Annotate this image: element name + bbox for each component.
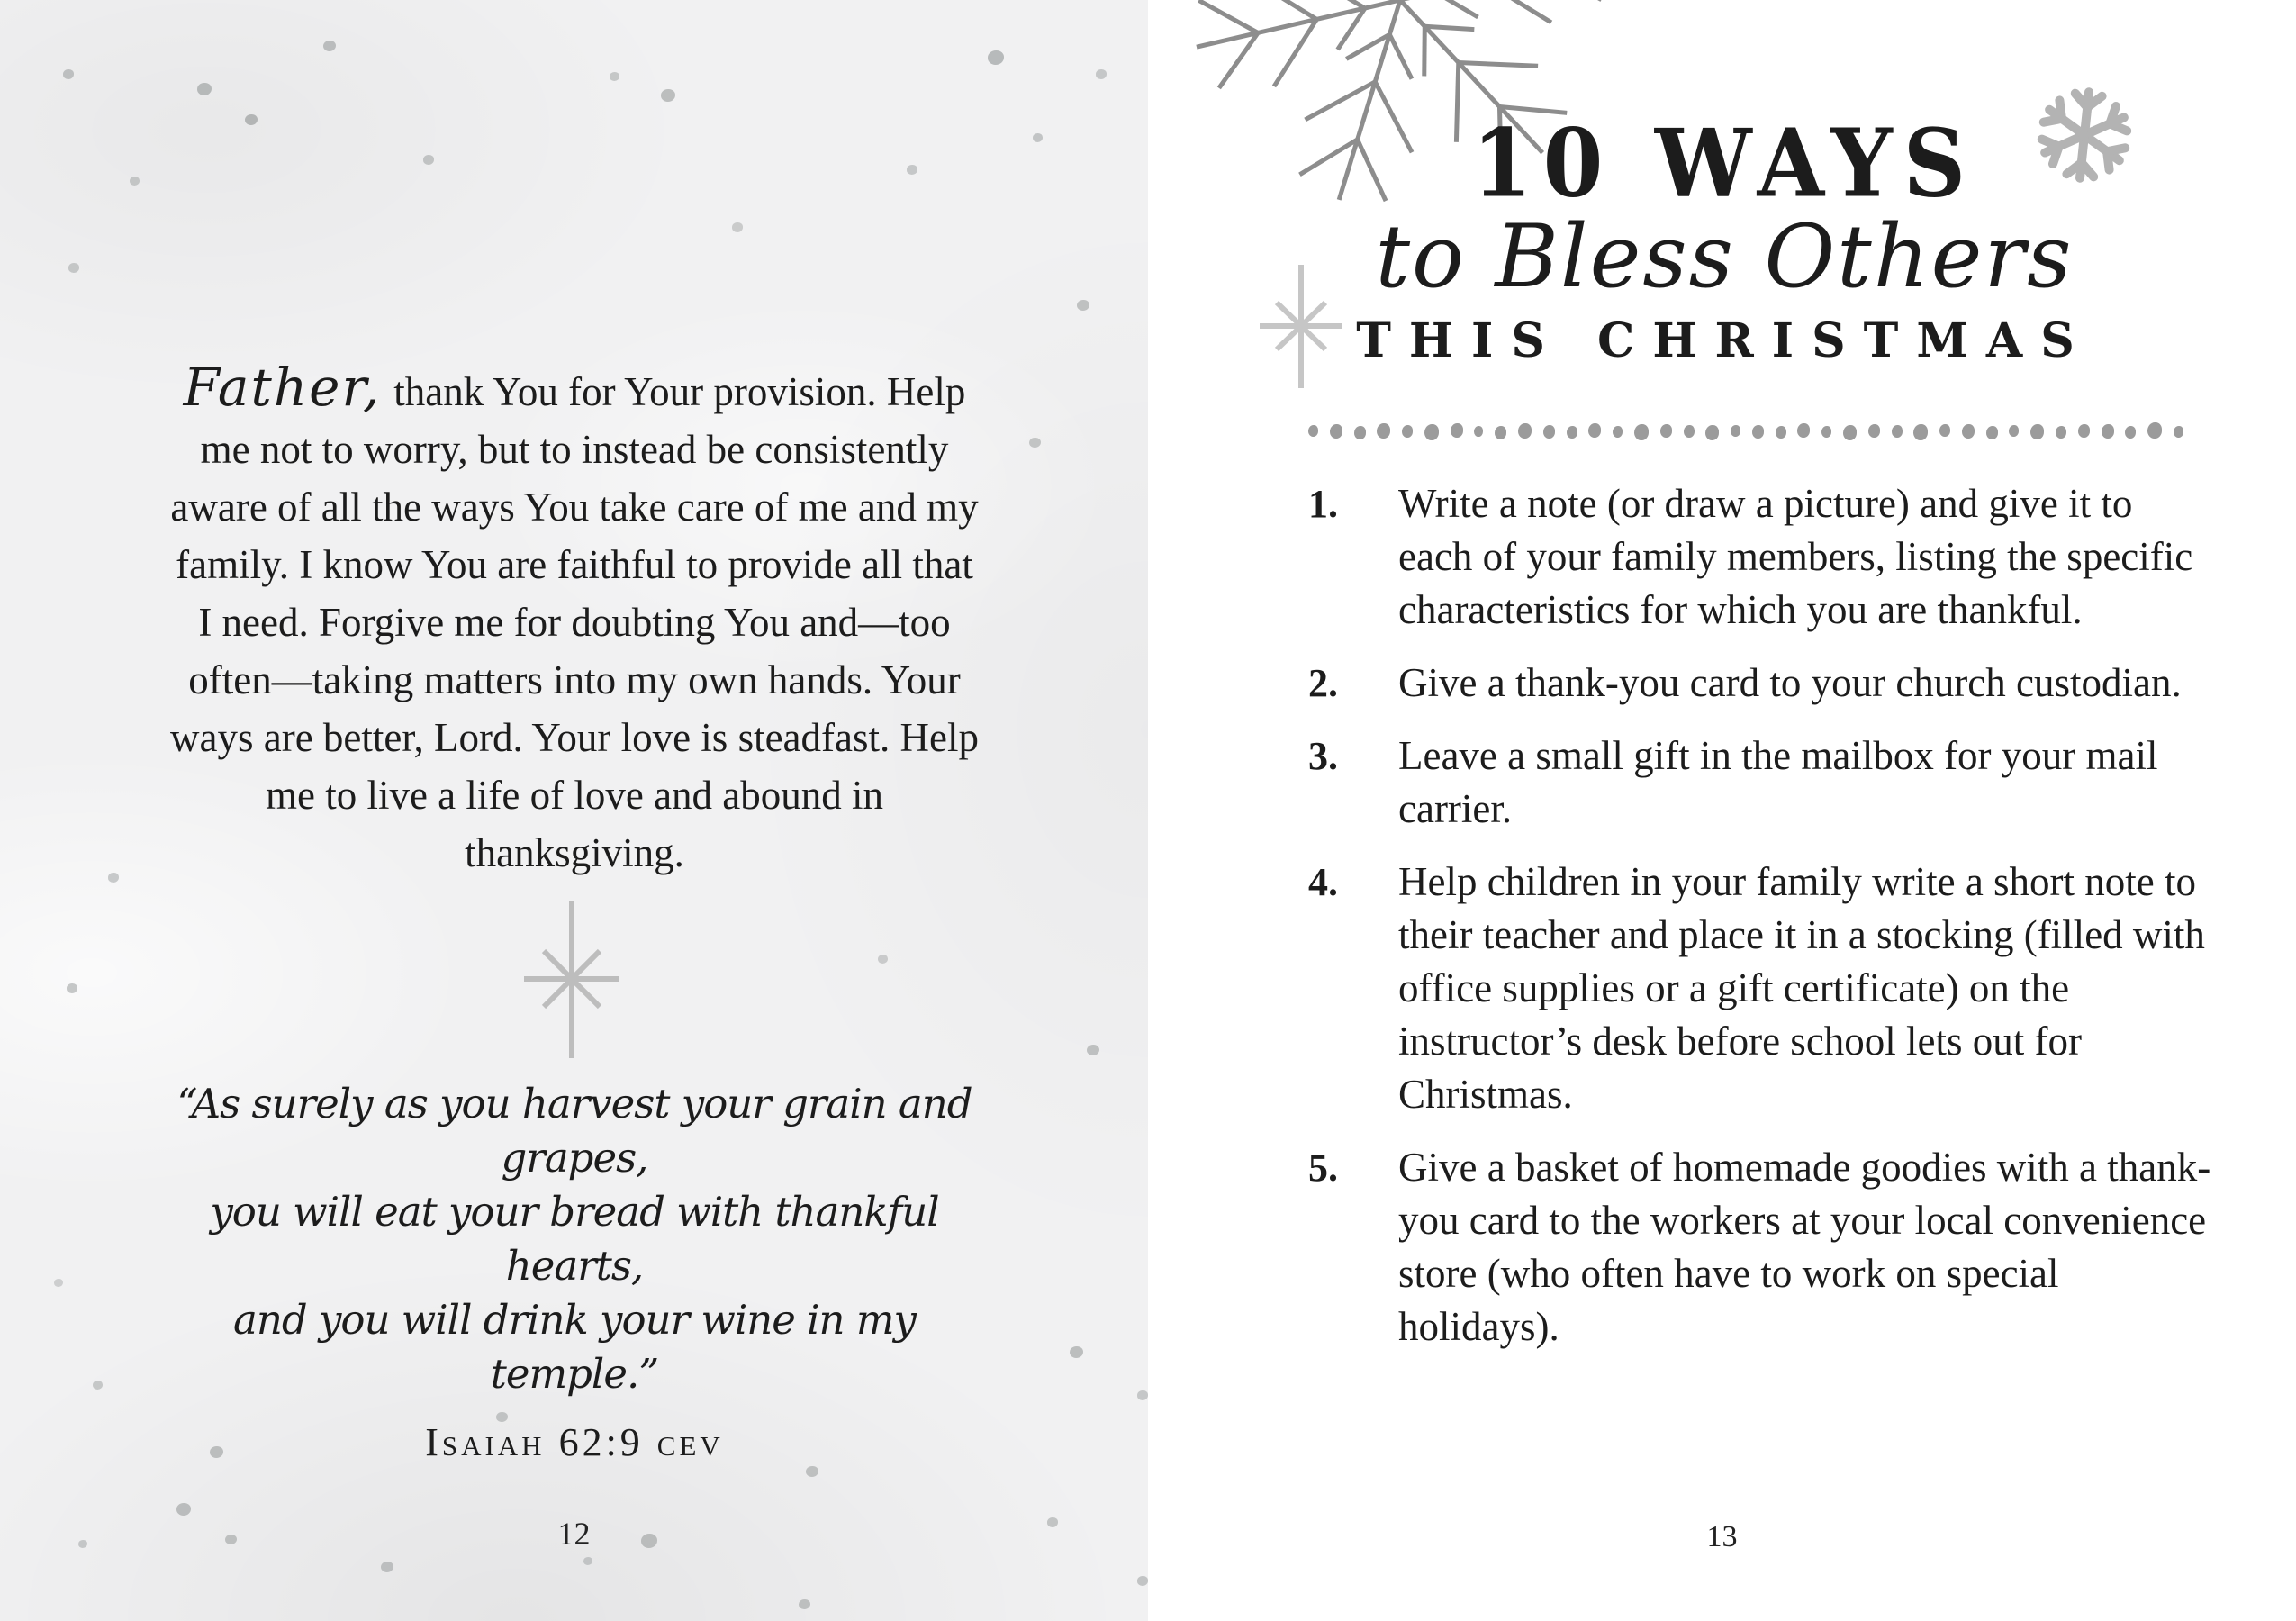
right-page [1148,0,2296,1621]
chapter-title [1274,108,2174,368]
divider-dot [1451,423,1463,438]
divider-dot [1752,425,1764,439]
snow-dot [423,155,434,165]
snow-dot [323,41,336,51]
snow-dot [1029,438,1041,448]
divider-dot [1543,425,1555,439]
title-line-2-script: to Bless Others [1375,206,2074,307]
title-line-1: 10 WAYS [1471,108,1977,219]
snow-dot [1070,1346,1083,1358]
list-item [1308,856,2218,1121]
snow-dot [197,83,212,95]
divider-dot [1424,424,1439,440]
snow-dot [93,1381,103,1390]
list-item [1308,657,2218,710]
snow-dot [1033,133,1043,142]
snow-dot [732,222,743,232]
snow-dot [799,1599,810,1609]
list-item-number: 2. [1308,661,1338,705]
list-item-number: 3. [1308,734,1338,778]
snow-dot [245,114,258,125]
snow-dot [1077,300,1089,311]
divider-dot [1843,425,1857,440]
divider-dot [2125,426,2136,439]
divider-dot [1660,424,1672,438]
list-item-text: Leave a small gift in the mailbox for your mail carrier. [1398,733,2158,831]
divider-dot [1588,423,1601,438]
divider-dot [1613,426,1623,438]
snow-dot [108,873,119,883]
divider-dot [1797,423,1810,438]
snow-dot [1137,1390,1148,1400]
divider-dot [1731,425,1740,437]
divider-dot [1518,423,1532,439]
list-item-text: Give a thank-you card to your church custodian. [1398,660,2182,705]
page-number-right: 13 [1706,1520,1738,1553]
snow-dot [988,50,1004,65]
divider-dot [1354,426,1366,439]
divider-dot [2147,422,2162,439]
list-item-text: Write a note (or draw a picture) and give it to each of your family members, listing the specific characteristics for which you are thankful. [1398,481,2193,632]
snow-dot [661,89,675,102]
snow-dot [54,1279,63,1287]
divider-dot [2056,426,2066,439]
divider-dot [1474,426,1483,437]
list-item-text: Help children in your family write a short note to their teacher and place it in a stocking (filled with office supplies or a gift certificate) on the instructor’s desk before school lets out for Christmas. [1398,859,2205,1117]
scripture-reference: Isaiah 62:9 cev [425,1420,724,1464]
divider-dot [2030,424,2044,439]
divider-dot [1939,424,1950,437]
divider-dot [1377,423,1390,439]
divider-dot [1684,425,1695,438]
divider-dot [1402,425,1413,438]
scripture-quote [169,1077,980,1470]
blessing-list [1308,477,2218,1373]
divider-dot [1330,424,1342,439]
list-item-number: 1. [1308,482,1338,526]
divider-dot [2078,424,2090,438]
divider-dot [1892,425,1903,438]
snow-dot [1137,1576,1148,1586]
divider-dot [1308,425,1318,437]
title-line-3: THIS CHRISTMAS [1356,313,2093,368]
list-item [1308,1141,2218,1354]
prayer-text [169,358,980,882]
dotted-divider [1308,420,2183,443]
divider-dot [1705,425,1719,440]
divider-dot [1495,426,1506,439]
list-item-number: 5. [1308,1146,1338,1190]
snow-dot [907,165,917,175]
divider-dot [1776,426,1786,439]
divider-dot [1821,426,1831,438]
list-item [1308,729,2218,836]
snow-dot [68,263,79,273]
snow-dot [67,983,77,993]
divider-dot [1567,426,1577,439]
divider-dot [2102,424,2114,439]
quote-line-1: “As surely as you harvest your grain and grapes, [176,1080,972,1182]
snow-dot [1087,1045,1099,1055]
divider-dot [1962,424,1975,439]
page-number-left: 12 [557,1516,591,1552]
divider-dot [1634,424,1649,440]
snow-dot [63,69,74,79]
divider-dot [2009,425,2019,437]
prayer-opening-script: Father, [183,357,382,418]
snow-dot [381,1562,393,1572]
star-ornament-icon [504,896,639,1063]
list-item-number: 4. [1308,860,1338,904]
list-item [1308,477,2218,637]
snow-dot [878,955,888,964]
snow-dot [130,177,140,186]
snow-dot [610,72,619,81]
divider-dot [1986,426,1998,439]
list-item-text: Give a basket of homemade goodies with a thank-you card to the workers at your local convenience store (who often have to work on special holidays). [1398,1145,2211,1349]
divider-dot [2174,426,2183,438]
quote-line-2: you will eat your bread with thankful hearts, [210,1188,939,1290]
snow-dot [583,1557,592,1565]
snow-dot [176,1503,191,1516]
quote-line-3: and you will drink your wine in my temple.” [233,1296,916,1398]
snow-dot [1096,69,1107,79]
prayer-body: thank You for Your provision. Help me not to worry, but to instead be consistently aware of all the ways You take care of me and my family. I know You are faithful to provide all that I need. Forgive me for doubting You and—too often—taking matters into my own hands. Your ways are better, Lord. Your love is steadfast. Help me to live a life of love and abound in thanksgiving. [170,369,979,875]
divider-dot [1913,424,1928,440]
divider-dot [1868,424,1880,438]
